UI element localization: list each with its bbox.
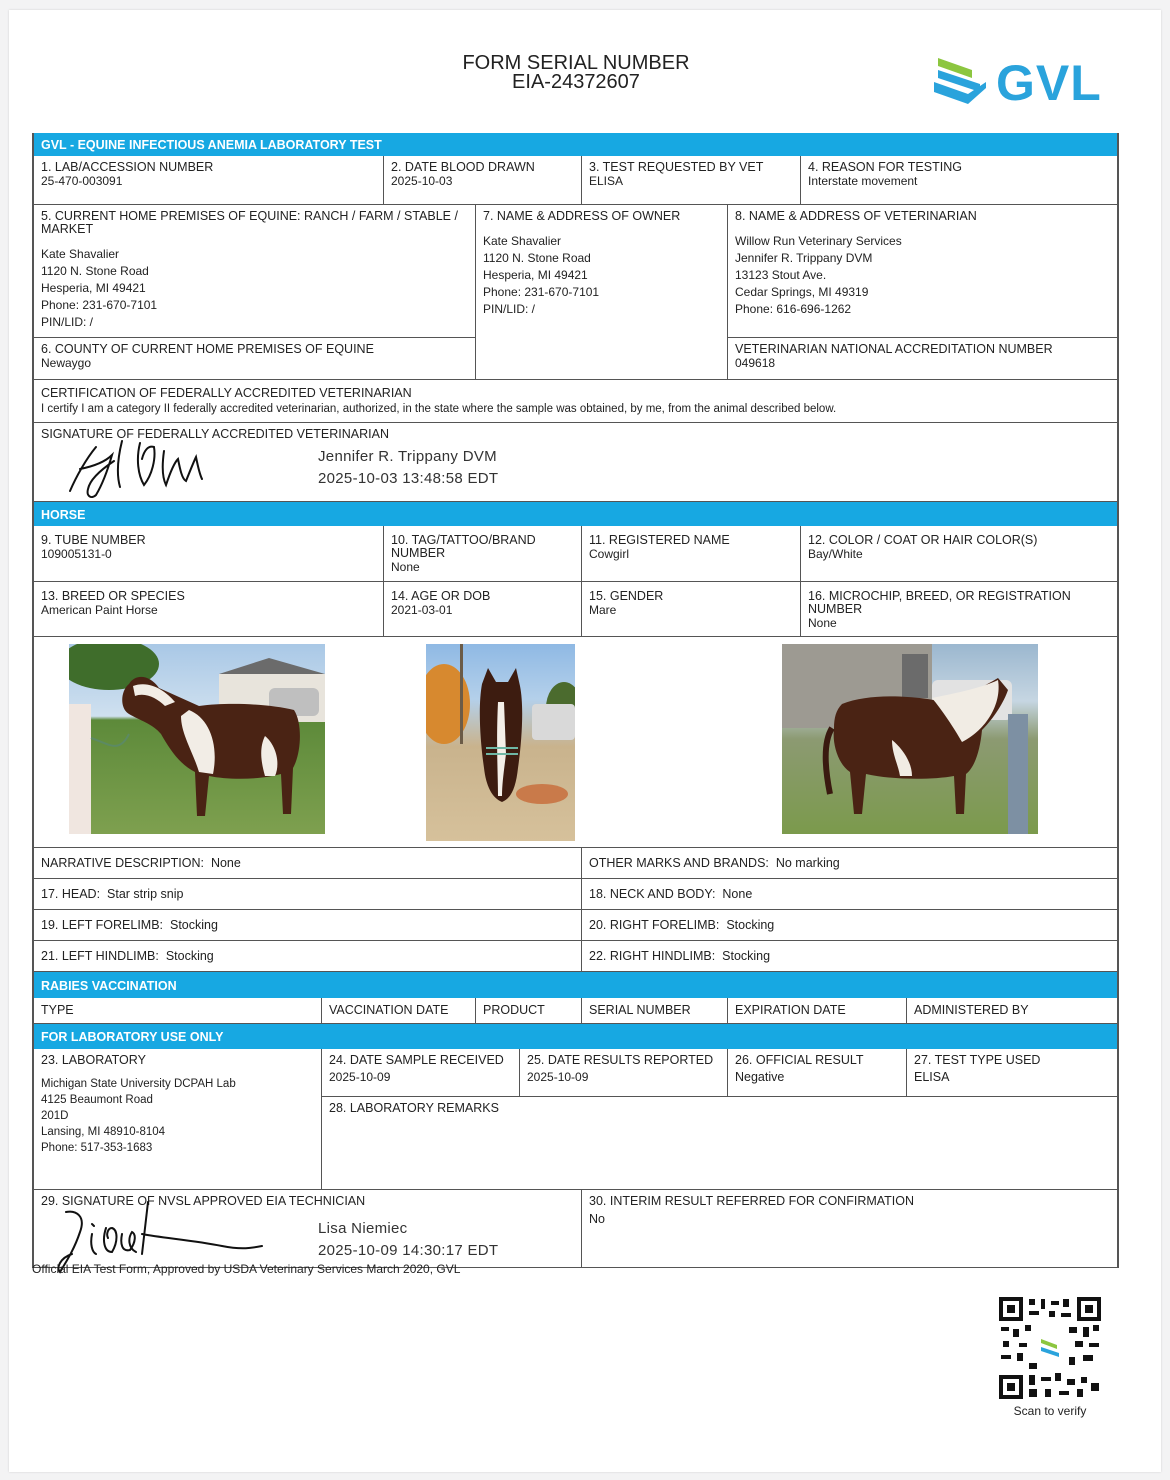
field-reason-testing-value: Interstate movement [808, 174, 918, 188]
field-right-hindlimb [582, 941, 1119, 972]
breed-label: 13. BREED OR SPECIES [41, 589, 185, 603]
rabies-col-administered-by: ADMINISTERED BY [907, 998, 1119, 1024]
owner-address [483, 233, 720, 318]
age-dob-value: 2021-03-01 [391, 603, 453, 617]
rabies-col-type: TYPE [34, 998, 322, 1024]
gvl-logo-icon [930, 54, 990, 110]
section-rabies-header: RABIES VACCINATION [32, 972, 1119, 998]
field-reason-testing [801, 156, 1119, 205]
vet-line: Jennifer R. Trippany DVM [735, 251, 873, 265]
microchip-label: 16. MICROCHIP, BREED, OR REGISTRATION NUMBER [808, 589, 1071, 616]
field-breed [34, 582, 384, 637]
footer-note: Official EIA Test Form, Approved by USDA Veterinary Services March 2020, GVL [32, 1262, 461, 1276]
right-forelimb-value: Stocking [726, 918, 775, 932]
field-veterinarian [728, 205, 1119, 338]
home-premises-line: Phone: 231-670-7101 [41, 298, 158, 312]
official-result-value: Negative [735, 1070, 785, 1084]
tube-number-label: 9. TUBE NUMBER [41, 533, 146, 547]
gvl-logo [930, 54, 1125, 110]
vet-signature-name: Jennifer R. Trippany DVM [318, 448, 497, 465]
field-age-dob [384, 582, 582, 637]
tag-number-label: 10. TAG/TATTOO/BRAND NUMBER [391, 533, 536, 560]
color-label: 12. COLOR / COAT OR HAIR COLOR(S) [808, 533, 1038, 547]
field-accreditation-label: VETERINARIAN NATIONAL ACCREDITATION NUMBER [735, 342, 1053, 356]
narrative-label: NARRATIVE DESCRIPTION: [41, 856, 204, 870]
field-date-blood-drawn-value: 2025-10-03 [391, 174, 453, 188]
field-narrative [34, 848, 582, 879]
rows-laboratory [32, 1049, 1119, 1190]
left-forelimb-value: Stocking [169, 918, 218, 932]
owner-line: PIN/LID: / [483, 302, 536, 316]
field-date-reported [520, 1049, 728, 1097]
field-left-hindlimb [34, 941, 582, 972]
field-laboratory [34, 1049, 322, 1190]
laboratory-line: 201D [41, 1110, 69, 1122]
field-county-value: Newaygo [41, 356, 92, 370]
row-vet-signature [32, 423, 1119, 502]
other-marks-value: No marking [775, 856, 840, 870]
horse-photo-right-illustration [782, 644, 1038, 834]
field-certification [34, 380, 1119, 423]
breed-value: American Paint Horse [41, 603, 158, 617]
field-interim-result [582, 1190, 1119, 1267]
field-lab-remarks [322, 1097, 1119, 1190]
vet-address [735, 233, 1112, 318]
vet-signature-label: SIGNATURE OF FEDERALLY ACCREDITED VETERINARIAN [41, 427, 389, 441]
field-color [801, 526, 1119, 582]
field-tube-number [34, 526, 384, 582]
rows-markings [32, 848, 1119, 972]
field-owner-label: 7. NAME & ADDRESS OF OWNER [483, 209, 681, 223]
date-received-value: 2025-10-09 [329, 1070, 391, 1084]
horse-photo-right-side [782, 644, 1038, 834]
field-registered-name [582, 526, 801, 582]
technician-signature-label: 29. SIGNATURE OF NVSL APPROVED EIA TECHNICIAN [41, 1194, 366, 1208]
field-test-requested-value: ELISA [589, 174, 624, 188]
horse-photo-left-side [69, 644, 325, 834]
laboratory-line: Phone: 517-353-1683 [41, 1142, 153, 1154]
date-reported-label: 25. DATE RESULTS REPORTED [527, 1053, 714, 1067]
field-accession [34, 156, 384, 205]
vet-line: 13123 Stout Ave. [735, 268, 827, 282]
rabies-col-serial-number: SERIAL NUMBER [582, 998, 728, 1024]
vet-signature-timestamp: 2025-10-03 13:48:58 EDT [318, 470, 499, 487]
field-home-premises [34, 205, 476, 338]
home-premises-line: PIN/LID: / [41, 315, 94, 329]
field-county [34, 338, 476, 380]
field-official-result [728, 1049, 907, 1097]
laboratory-line: 4125 Beaumont Road [41, 1094, 153, 1106]
horse-photo-left-illustration [69, 644, 325, 834]
other-marks-label: OTHER MARKS AND BRANDS: [589, 856, 769, 870]
row-premises-owner-vet [32, 205, 1119, 380]
field-microchip [801, 582, 1119, 637]
home-premises-line: Kate Shavalier [41, 247, 120, 261]
field-home-premises-label: 5. CURRENT HOME PREMISES OF EQUINE: RANCH / FARM / STABLE / MARKET [41, 209, 458, 236]
owner-line: Kate Shavalier [483, 234, 562, 248]
technician-timestamp: 2025-10-09 14:30:17 EDT [318, 1242, 499, 1259]
owner-line: Phone: 231-670-7101 [483, 285, 600, 299]
horse-photo-front-illustration [426, 644, 575, 841]
field-county-label: 6. COUNTY OF CURRENT HOME PREMISES OF EQUINE [41, 342, 374, 356]
owner-line: Hesperia, MI 49421 [483, 268, 588, 282]
color-value: Bay/White [808, 547, 863, 561]
right-hindlimb-value: Stocking [722, 949, 771, 963]
qr-code-icon[interactable] [999, 1297, 1101, 1399]
field-test-type [907, 1049, 1119, 1097]
owner-line: 1120 N. Stone Road [483, 251, 591, 265]
field-date-received [322, 1049, 520, 1097]
narrative-value: None [210, 856, 241, 870]
field-left-forelimb [34, 910, 582, 941]
row-certification [32, 380, 1119, 423]
row-rabies-columns [32, 998, 1119, 1024]
rabies-col-product: PRODUCT [476, 998, 582, 1024]
vet-line: Willow Run Veterinary Services [735, 234, 902, 248]
field-date-blood-drawn [384, 156, 582, 205]
section-horse-header: HORSE [32, 502, 1119, 526]
home-premises-line: 1120 N. Stone Road [41, 264, 149, 278]
field-neck-body [582, 879, 1119, 910]
row-horse-1 [32, 526, 1119, 582]
field-accreditation-number [728, 338, 1119, 380]
serial-number: EIA-24372607 [512, 71, 640, 93]
field-right-forelimb [582, 910, 1119, 941]
tag-number-value: None [391, 560, 420, 574]
qr-label: Scan to verify [1013, 1404, 1087, 1418]
field-tag-number [384, 526, 582, 582]
row-fields-1-4 [32, 156, 1119, 205]
field-date-blood-drawn-label: 2. DATE BLOOD DRAWN [391, 160, 535, 174]
field-other-marks [582, 848, 1119, 879]
lab-remarks-label: 28. LABORATORY REMARKS [329, 1101, 499, 1115]
right-forelimb-label: 20. RIGHT FORELIMB: [589, 918, 720, 932]
vet-line: Phone: 616-696-1262 [735, 302, 852, 316]
neck-body-value: None [722, 887, 753, 901]
right-hindlimb-label: 22. RIGHT HINDLIMB: [589, 949, 716, 963]
gvl-logo-text: GVL [996, 55, 1102, 111]
left-forelimb-label: 19. LEFT FORELIMB: [41, 918, 164, 932]
rabies-col-vaccination-date: VACCINATION DATE [322, 998, 476, 1024]
left-hindlimb-value: Stocking [165, 949, 214, 963]
registered-name-value: Cowgirl [589, 547, 630, 561]
test-type-value: ELISA [914, 1070, 950, 1084]
field-test-requested-label: 3. TEST REQUESTED BY VET [589, 160, 764, 174]
head-label: 17. HEAD: [41, 887, 101, 901]
section-test-header: GVL - EQUINE INFECTIOUS ANEMIA LABORATORY TEST [32, 133, 1119, 156]
horse-photo-front [426, 644, 575, 841]
interim-result-label: 30. INTERIM RESULT REFERRED FOR CONFIRMATION [589, 1194, 915, 1208]
test-type-label: 27. TEST TYPE USED [914, 1053, 1041, 1067]
field-accreditation-value: 049618 [735, 356, 776, 370]
vet-handwritten-signature [56, 429, 216, 501]
home-premises-line: Hesperia, MI 49421 [41, 281, 146, 295]
interim-result-value: No [589, 1212, 605, 1226]
row-horse-2 [32, 582, 1119, 637]
certification-label: CERTIFICATION OF FEDERALLY ACCREDITED VETERINARIAN [41, 386, 412, 400]
serial-label: FORM SERIAL NUMBER [462, 52, 690, 74]
field-reason-testing-label: 4. REASON FOR TESTING [808, 160, 962, 174]
gender-value: Mare [589, 603, 617, 617]
date-reported-value: 2025-10-09 [527, 1070, 589, 1084]
field-gender [582, 582, 801, 637]
field-head [34, 879, 582, 910]
laboratory-label: 23. LABORATORY [41, 1053, 146, 1067]
neck-body-label: 18. NECK AND BODY: [589, 887, 716, 901]
field-owner [476, 205, 728, 380]
tube-number-value: 109005131-0 [41, 547, 112, 561]
laboratory-address [41, 1076, 314, 1156]
field-accession-label: 1. LAB/ACCESSION NUMBER [41, 160, 214, 174]
registered-name-label: 11. REGISTERED NAME [589, 533, 730, 547]
row-technician [32, 1190, 1119, 1268]
rabies-col-expiration-date: EXPIRATION DATE [728, 998, 907, 1024]
certification-text: I certify I am a category II federally accredited veterinarian, authorized, in the state where the sample was obtained, by me, from the animal described below. [41, 403, 837, 415]
head-value: Star strip snip [107, 887, 184, 901]
left-hindlimb-label: 21. LEFT HINDLIMB: [41, 949, 159, 963]
technician-name: Lisa Niemiec [318, 1220, 408, 1237]
vet-line: Cedar Springs, MI 49319 [735, 285, 869, 299]
laboratory-line: Michigan State University DCPAH Lab [41, 1078, 236, 1090]
field-veterinarian-label: 8. NAME & ADDRESS OF VETERINARIAN [735, 209, 977, 223]
section-lab-header: FOR LABORATORY USE ONLY [32, 1024, 1119, 1049]
date-received-label: 24. DATE SAMPLE RECEIVED [329, 1053, 504, 1067]
home-premises-address [41, 246, 468, 331]
field-test-requested [582, 156, 801, 205]
gender-label: 15. GENDER [589, 589, 664, 603]
official-result-label: 26. OFFICIAL RESULT [735, 1053, 864, 1067]
laboratory-line: Lansing, MI 48910-8104 [41, 1126, 166, 1138]
microchip-value: None [808, 616, 837, 630]
field-accession-value: 25-470-003091 [41, 174, 123, 188]
age-dob-label: 14. AGE OR DOB [391, 589, 491, 603]
